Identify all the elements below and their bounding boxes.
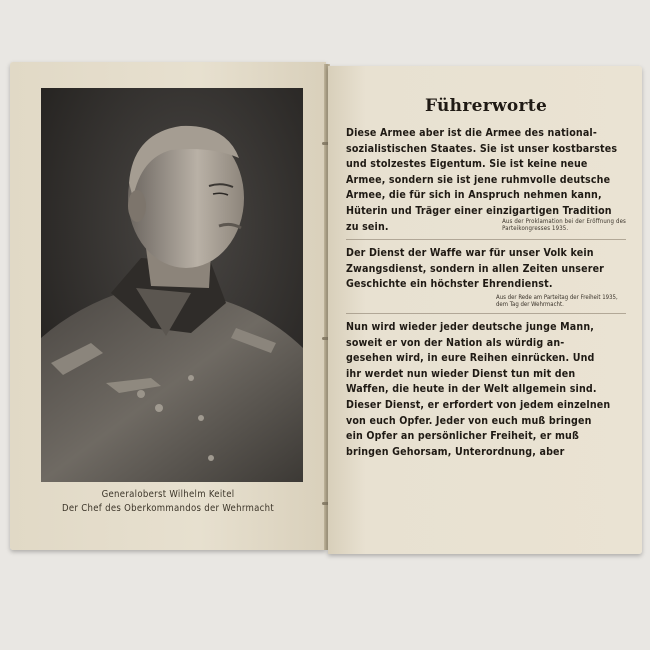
text-line: und stolzestes Eigentum. Sie ist keine neue [346, 158, 588, 171]
text-line: bringen Gehorsam, Unterordnung, aber [346, 445, 565, 458]
text-line: gesehen wird, in eure Reihen einrücken. Und [346, 352, 595, 365]
caption-line-2: Der Chef des Oberkommandos der Wehrmacht [61, 503, 275, 514]
source-line: dem Tag der Wehrmacht. [496, 301, 564, 309]
quote-paragraph-2 [346, 246, 626, 293]
text-line: Geschichte ein höchster Ehrendienst. [346, 278, 553, 291]
booklet [10, 62, 642, 554]
left-page [10, 62, 326, 550]
source-line: Parteikongresses 1935. [502, 225, 569, 233]
right-page-content [346, 96, 626, 460]
right-page [328, 66, 642, 554]
source-line: Aus der Rede am Parteitag der Freiheit 1935, [496, 293, 618, 301]
divider [346, 313, 626, 314]
text-line: zu sein. [346, 220, 389, 233]
caption-line-1: Generaloberst Wilhelm Keitel [101, 489, 235, 500]
text-line: ihr werdet nun wieder Dienst tun mit den [346, 367, 576, 380]
quote-paragraph-1 [346, 126, 626, 235]
text-line: ein Opfer an persönlicher Freiheit, er muß [346, 430, 579, 443]
quote-paragraph-3 [346, 320, 626, 460]
source-line: Aus der Proklamation bei der Eröffnung des [502, 217, 626, 225]
divider [346, 239, 626, 240]
text-line: Diese Armee aber ist die Armee des national- [346, 127, 597, 139]
text-line: von euch Opfer. Jeder von euch muß bringen [346, 414, 592, 427]
text-line: Dieser Dienst, er erfordert von jedem einzelnen [346, 398, 611, 411]
source-note-2 [496, 294, 626, 309]
text-line: Der Dienst der Waffe war für unser Volk kein [346, 247, 594, 260]
portrait-caption [30, 488, 306, 516]
text-line: Nun wird wieder jeder deutsche junge Mann, [346, 320, 595, 333]
source-note-1 [502, 218, 626, 233]
page-heading: Führerworte [424, 96, 548, 116]
text-line: sozialistischen Staates. Sie ist unser kostbarstes [346, 142, 618, 155]
portrait-image [41, 88, 303, 482]
text-line: soweit er von der Nation als würdig an- [346, 336, 565, 349]
portrait-photo [41, 88, 303, 482]
text-line: Armee, die für sich in Anspruch nehmen kann, [346, 189, 602, 202]
text-line: Zwangsdienst, sondern in allen Zeiten unserer [346, 262, 605, 275]
text-line: Waffen, die heute in der Welt allgemein sind. [346, 383, 597, 396]
text-line: Hüterin und Träger einer einzigartigen Tradition [346, 204, 612, 217]
text-line: Armee, sondern sie ist jene ruhmvolle deutsche [346, 173, 611, 186]
